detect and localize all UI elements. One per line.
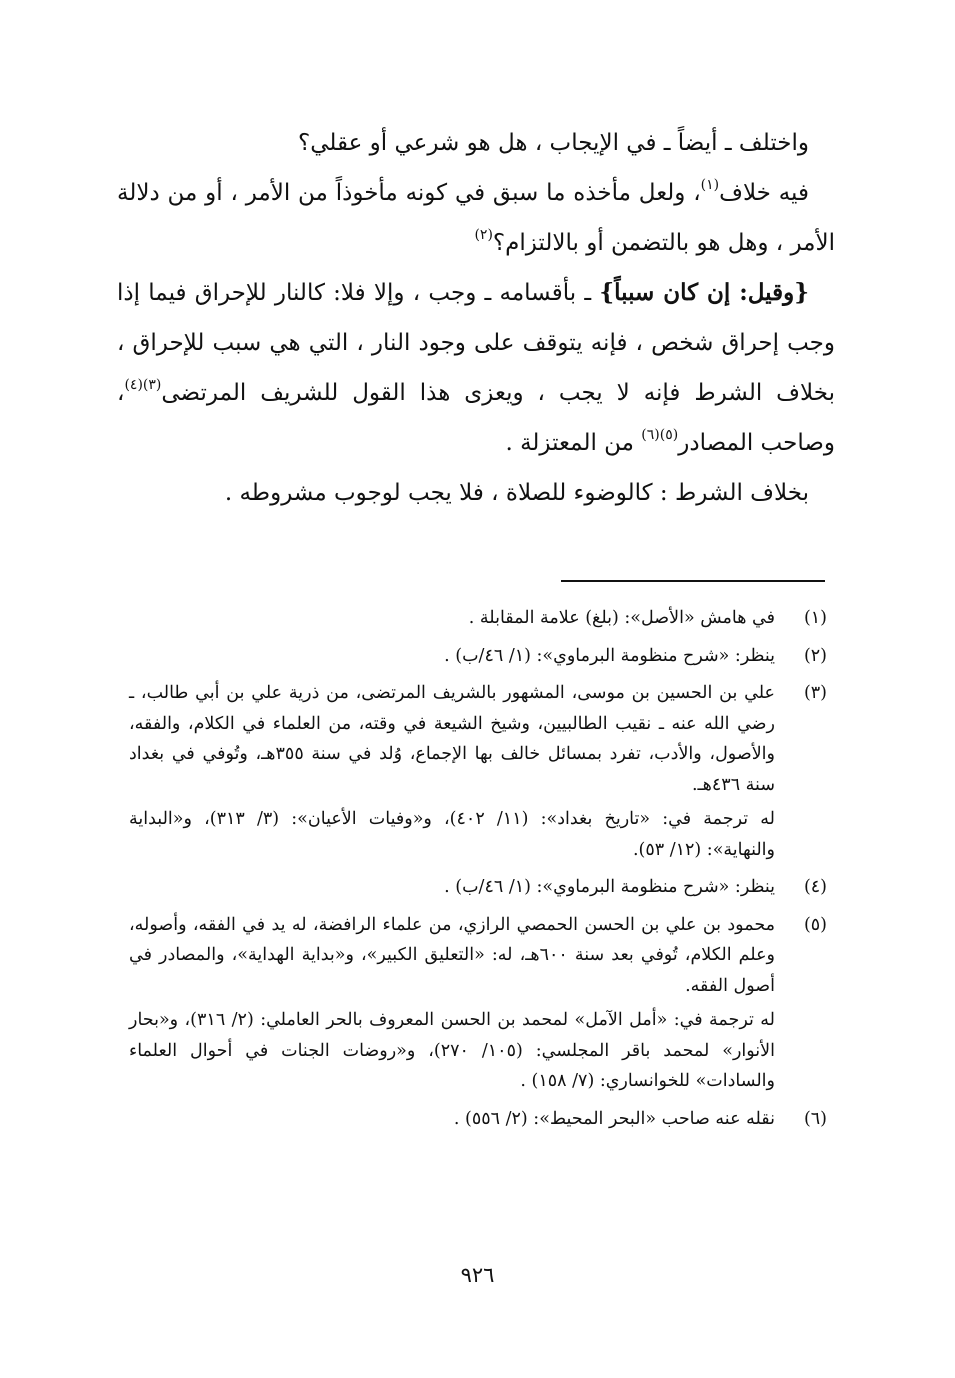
paragraph-2 (117, 168, 835, 268)
footnote-2 (129, 641, 827, 672)
footnote-text: في هامش «الأصل»: (بلغ) علامة المقابلة . (468, 608, 775, 628)
paragraph-2-part-a: فيه خلاف (719, 180, 809, 206)
footnote-text: نقله عنه صاحب «البحر المحيط»: (٢/ ٥٥٦) . (453, 1108, 775, 1129)
paragraph-3-heading: {وقيل: إن كان سبباً} (599, 279, 809, 306)
footnote-source: له ترجمة في: «تاريخ بغداد»: (١١/ ٤٠٢)، و«وفيات الأعيان»: (٣/ ٣١٣)، و«البداية والنهاية»: (١٢/ ٥٣). (129, 809, 775, 860)
paragraph-1 (117, 118, 835, 168)
footnote-number: (٦) (803, 1108, 827, 1129)
paragraph-2-part-b: ، ولعل مأخذه ما سبق في كونه مأخوذاً من الأمر ، أو من دلالة الأمر ، وهل هو بالتضمن أو بالالتزام؟ (117, 180, 835, 256)
main-text (117, 118, 835, 518)
footnote-number: (١) (803, 608, 827, 628)
footnote-ref-5[interactable]: (٥) (659, 427, 679, 444)
footnotes-section (129, 603, 827, 1141)
footnote-5 (129, 910, 827, 1097)
paragraph-3-part-b: ـ بأقسامه ـ وجب ، وإلا فلا: كالنار للإحراق فيما إذا وجب إحراق شخص ، فإنه يتوقف على وجود النار ، التي هي سبب للإحراق ، بخلاف الشرط فإنه لا يجب ، ويعزى هذا القول للشريف المرتضى (117, 280, 835, 406)
footnote-ref-2[interactable]: (٢) (474, 227, 493, 244)
footnote-text: ينظر: «شرح منظومة البرماوي»: (١/ ٤٦/ب) . (444, 877, 775, 897)
footnote-ref-1[interactable]: (١) (700, 177, 720, 194)
footnote-ref-4[interactable]: (٤) (124, 377, 143, 394)
footnote-text: ينظر: «شرح منظومة البرماوي»: (١/ ٤٦/ب) . (444, 645, 775, 666)
paragraph-1-text: واختلف ـ أيضاً ـ في الإيجاب ، هل هو شرعي أو عقلي؟ (298, 130, 809, 156)
footnote-source: له ترجمة في: «أمل الآمل» لمحمد بن الحسن المعروف بالحر العاملي: (٢/ ٣١٦)، و«بحار الأنوار» لمحمد باقر المجلسي: (١٠٥/ ٢٧٠)، و«روضات الجنات في أحوال العلماء والسادات» للخوانساري: (٧/ ١٥٨) . (129, 1010, 776, 1091)
footnote-separator (561, 580, 825, 582)
footnote-6 (129, 1104, 827, 1135)
paragraph-3-part-d: من المعتزلة . (505, 430, 642, 456)
footnote-number: (٢) (803, 645, 827, 666)
footnote-3 (129, 678, 827, 865)
footnote-text: علي بن الحسين بن موسى، المشهور بالشريف المرتضى، من ذرية علي بن أبي طالب، ـ رضي الله عنه ـ نقيب الطالبيين، وشيخ الشيعة في وقته، من العلماء في الكلام، والفقه، والأصول، والأدب، تفرد بمسائل خالف بها الإجماع، وُلد في سنة ٣٥٥هـ، وتُوفي في بغداد سنة ٤٣٦هـ. (129, 683, 775, 795)
footnote-4 (129, 872, 827, 903)
footnote-ref-3[interactable]: (٣) (142, 377, 162, 394)
footnote-number: (٣) (803, 683, 827, 703)
footnote-number: (٥) (803, 914, 827, 935)
paragraph-3-part-c: ، وصاحب المصادر (117, 380, 835, 456)
footnote-number: (٤) (803, 877, 827, 897)
paragraph-3 (117, 268, 835, 468)
paragraph-4-text: بخلاف الشرط : كالوضوء للصلاة ، فلا يجب لوجوب مشروطه . (224, 480, 809, 506)
footnote-1 (129, 603, 827, 634)
page-number: ٩٢٦ (460, 1263, 495, 1287)
footnote-text: محمود بن علي بن الحسن الحمصي الرازي، من علماء الرافضة، له يد في الفقه، وأصوله، وعلم الكلام، تُوفي بعد سنة ٦٠٠هـ، له: «التعليق الكبير»، و«بداية الهداية»، والمصادر في أصول الفقه. (129, 914, 775, 996)
footnote-ref-6[interactable]: (٦) (641, 427, 660, 444)
paragraph-4 (117, 468, 835, 518)
